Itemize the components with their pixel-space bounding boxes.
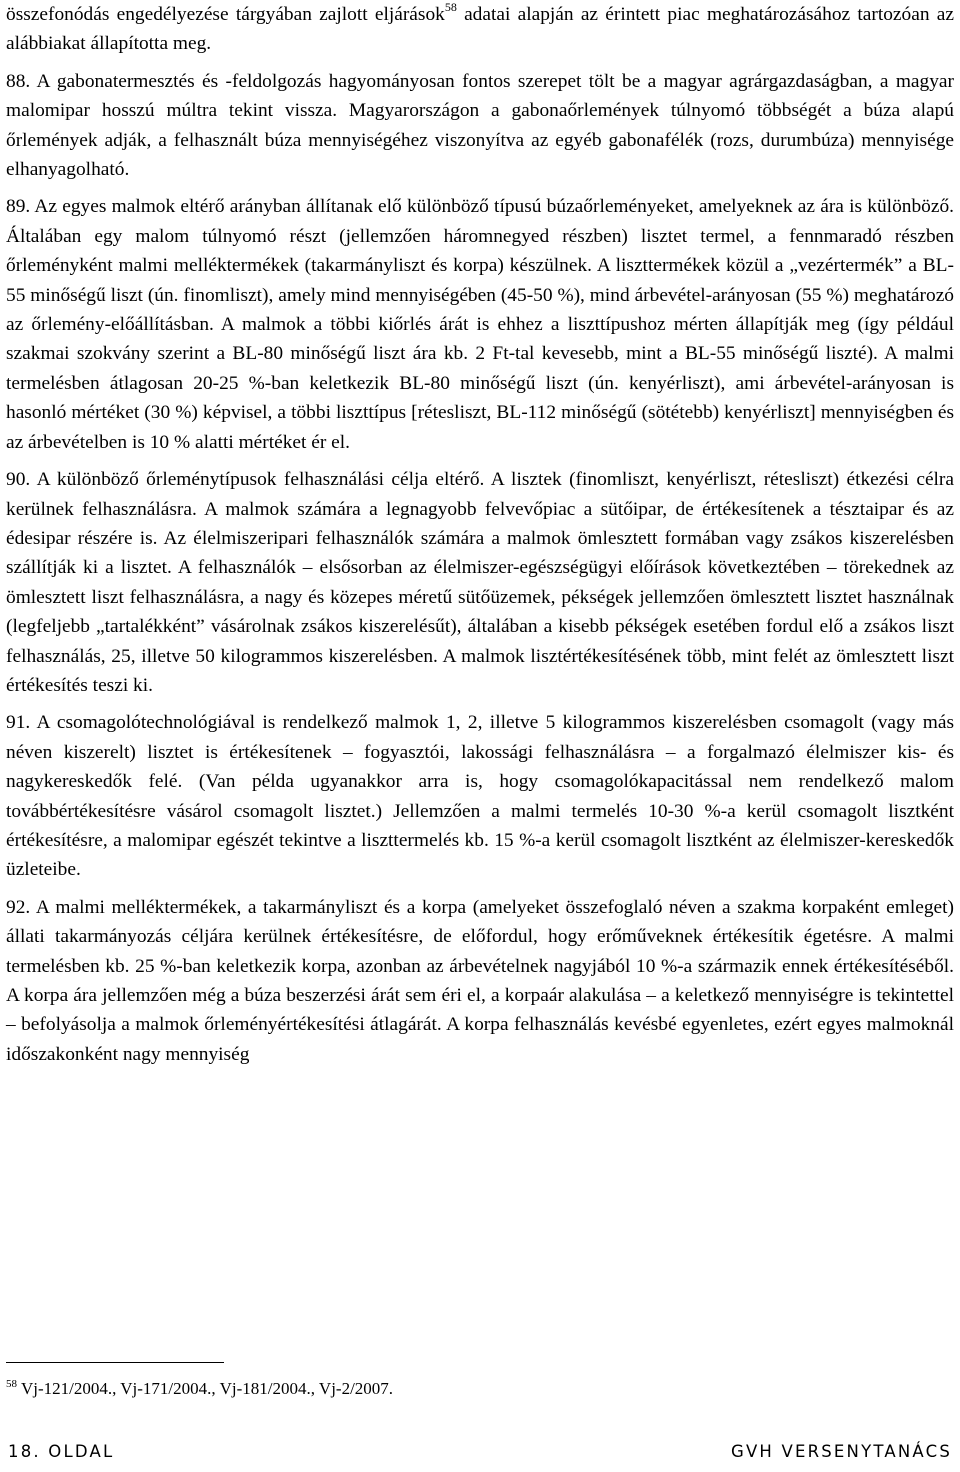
paragraph-number: 92. xyxy=(6,896,31,918)
paragraph-text: A gabonatermesztés és -feldolgozás hagyományosan fontos szerepet tölt be a magyar agrárgazdaságban, a magyar malomipar hosszú múltra tekint vissza. Magyarországon a gabonaőrlemények túlnyomó többségét a búza alapú őrlemények adják, a felhasznált búza mennyiségéhez viszonyítva az egyéb gabonafélék (rozs, durumbúza) mennyisége elhanyagolható. xyxy=(6,70,954,181)
paragraph-text: A csomagolótechnológiával is rendelkező malmok 1, 2, illetve 5 kilogrammos kiszerelésben csomagolt (vagy más néven kiszerelt) lisztet is értékesítenek – fogyasztói, lakossági felhasználásra – a forgalmazó élelmiszer kis- és nagykereskedők felé. (Van példa ugyanakkor arra is, hogy csomagolókapacitással nem rendelkező malom továbbértékesítésre vásárol csomagolt lisztet.) Jellemzően a malmi termelés 10-30 %-a kerül csomagolt lisztként értékesítésre, a malomipar egészét tekintve a liszttermelés kb. 15 %-a kerül csomagolt lisztként az élelmiszer-kereskedők üzleteibe. xyxy=(6,712,954,881)
footnote-text: Vj-121/2004., Vj-171/2004., Vj-181/2004., Vj-2/2007. xyxy=(17,1379,394,1398)
paragraph-91 xyxy=(6,708,954,884)
intro-text: összefonódás engedélyezése tárgyában zajlott eljárások xyxy=(6,4,445,25)
paragraph-number: 88. xyxy=(6,70,31,92)
organization-label: GVH VERSENYTANÁCS xyxy=(730,1442,952,1461)
paragraph-number: 90. xyxy=(6,469,31,491)
footnote-ref: 58 xyxy=(444,0,457,14)
intro-paragraph xyxy=(6,0,954,59)
footnote xyxy=(6,1377,954,1401)
paragraph-text: Az egyes malmok eltérő arányban állítanak elő különböző típusú búzaőrleményeket, amelyeknek az ára is különböző. Általában egy malom túlnyomó részt (jellemzően háromnegyed részben) lisztet termel, a fennmaradó részben őrleményként malmi melléktermékek (takarmányliszt és korpa) készülnek. A liszttermékek közül a „vezértermék” a BL-55 minőségű liszt (ún. finomliszt), amely mind mennyiségében (45-50 %), mind árbevétel-arányosan (55 %) meghatározó az őrlemény-előállításban. A malmok a többi kiőrlés árát is ehhez a liszttípushoz mérten állapítják meg (így például szakmai szokvány szerint a BL-80 minőségű liszt ára kb. 2 Ft-tal kevesebb, mint a BL-55 minőségű liszté). A malmi termelésben átlagosan 20-25 %-ban keletkezik BL-80 minőségű liszt (ún. kenyérliszt), ami árbevétel-arányosan is hasonló mértéket (30 %) képvisel, a többi liszttípus [rétesliszt, BL-112 minőségű (sötétebb) kenyérliszt] mennyiségben és az árbevételben is 10 % alatti mértéket ér el. xyxy=(6,196,954,453)
intro-rest: adatai alapján az érintett piac meghatározásához tartozóan az alábbiakat állapította meg. xyxy=(6,4,954,55)
paragraph-number: 89. xyxy=(6,196,31,218)
document-body xyxy=(6,0,954,1069)
paragraph-text: A különböző őrleménytípusok felhasználási célja eltérő. A lisztek (finomliszt, kenyérliszt, rétesliszt) étkezési célra kerülnek felhasználásra. A malmok számára a legnagyobb felvevőpiac a sütőipar, de értékesítenek a tésztaipar és az édesipar részére is. Az élelmiszeripari felhasználók számára a malmok ömlesztett formában vagy zsákos kiszerelésben szállítják ki a lisztet. A felhasználók – elsősorban az élelmiszer-egészségügyi előírások következtében – törekednek az ömlesztett liszt felhasználásra, a nagy és közepes méretű sütőüzemek, pékségek jellemzően ömlesztett lisztet használnak (legfeljebb „tartalékként” vásárolnak zsákos kiszerelésűt), általában a kisebb pékségek esetében fordul elő a zsákos liszt felhasználás, 25, illetve 50 kilogrammos kiszerelésben. A malmok lisztértékesítésének több, mint felét az ömlesztett liszt értékesítés teszi ki. xyxy=(6,469,954,696)
paragraph-88 xyxy=(6,67,954,185)
footnote-marker: 58 xyxy=(6,1378,17,1390)
paragraph-number: 91. xyxy=(6,712,31,734)
paragraph-92 xyxy=(6,893,954,1069)
paragraph-90 xyxy=(6,465,954,700)
footnote-divider xyxy=(6,1362,224,1363)
paragraph-89 xyxy=(6,192,954,457)
paragraph-text: A malmi melléktermékek, a takarmányliszt és a korpa (amelyeket összefoglaló néven a szakma korpaként emleget) állati takarmányozás céljára kerülnek értékesítésre, de előfordul, hogy erőműveknek értékesítik égetésre. A malmi termelésben kb. 25 %-ban keletkezik korpa, azonban az árbevételnek nagyjából 10 %-a származik ennek értékesítéséből. A korpa ára jellemzően még a búza beszerzési árát sem éri el, a korpaár alakulása – a keletkező mennyiségre is tekintettel – befolyásolja a malmok őrleményértékesítési átlagárát. A korpa felhasználás kevésbé egyenletes, ezért egyes malmoknál időszakonként nagy mennyiség xyxy=(6,896,954,1065)
page-number-label: 18. OLDAL xyxy=(8,1442,115,1461)
